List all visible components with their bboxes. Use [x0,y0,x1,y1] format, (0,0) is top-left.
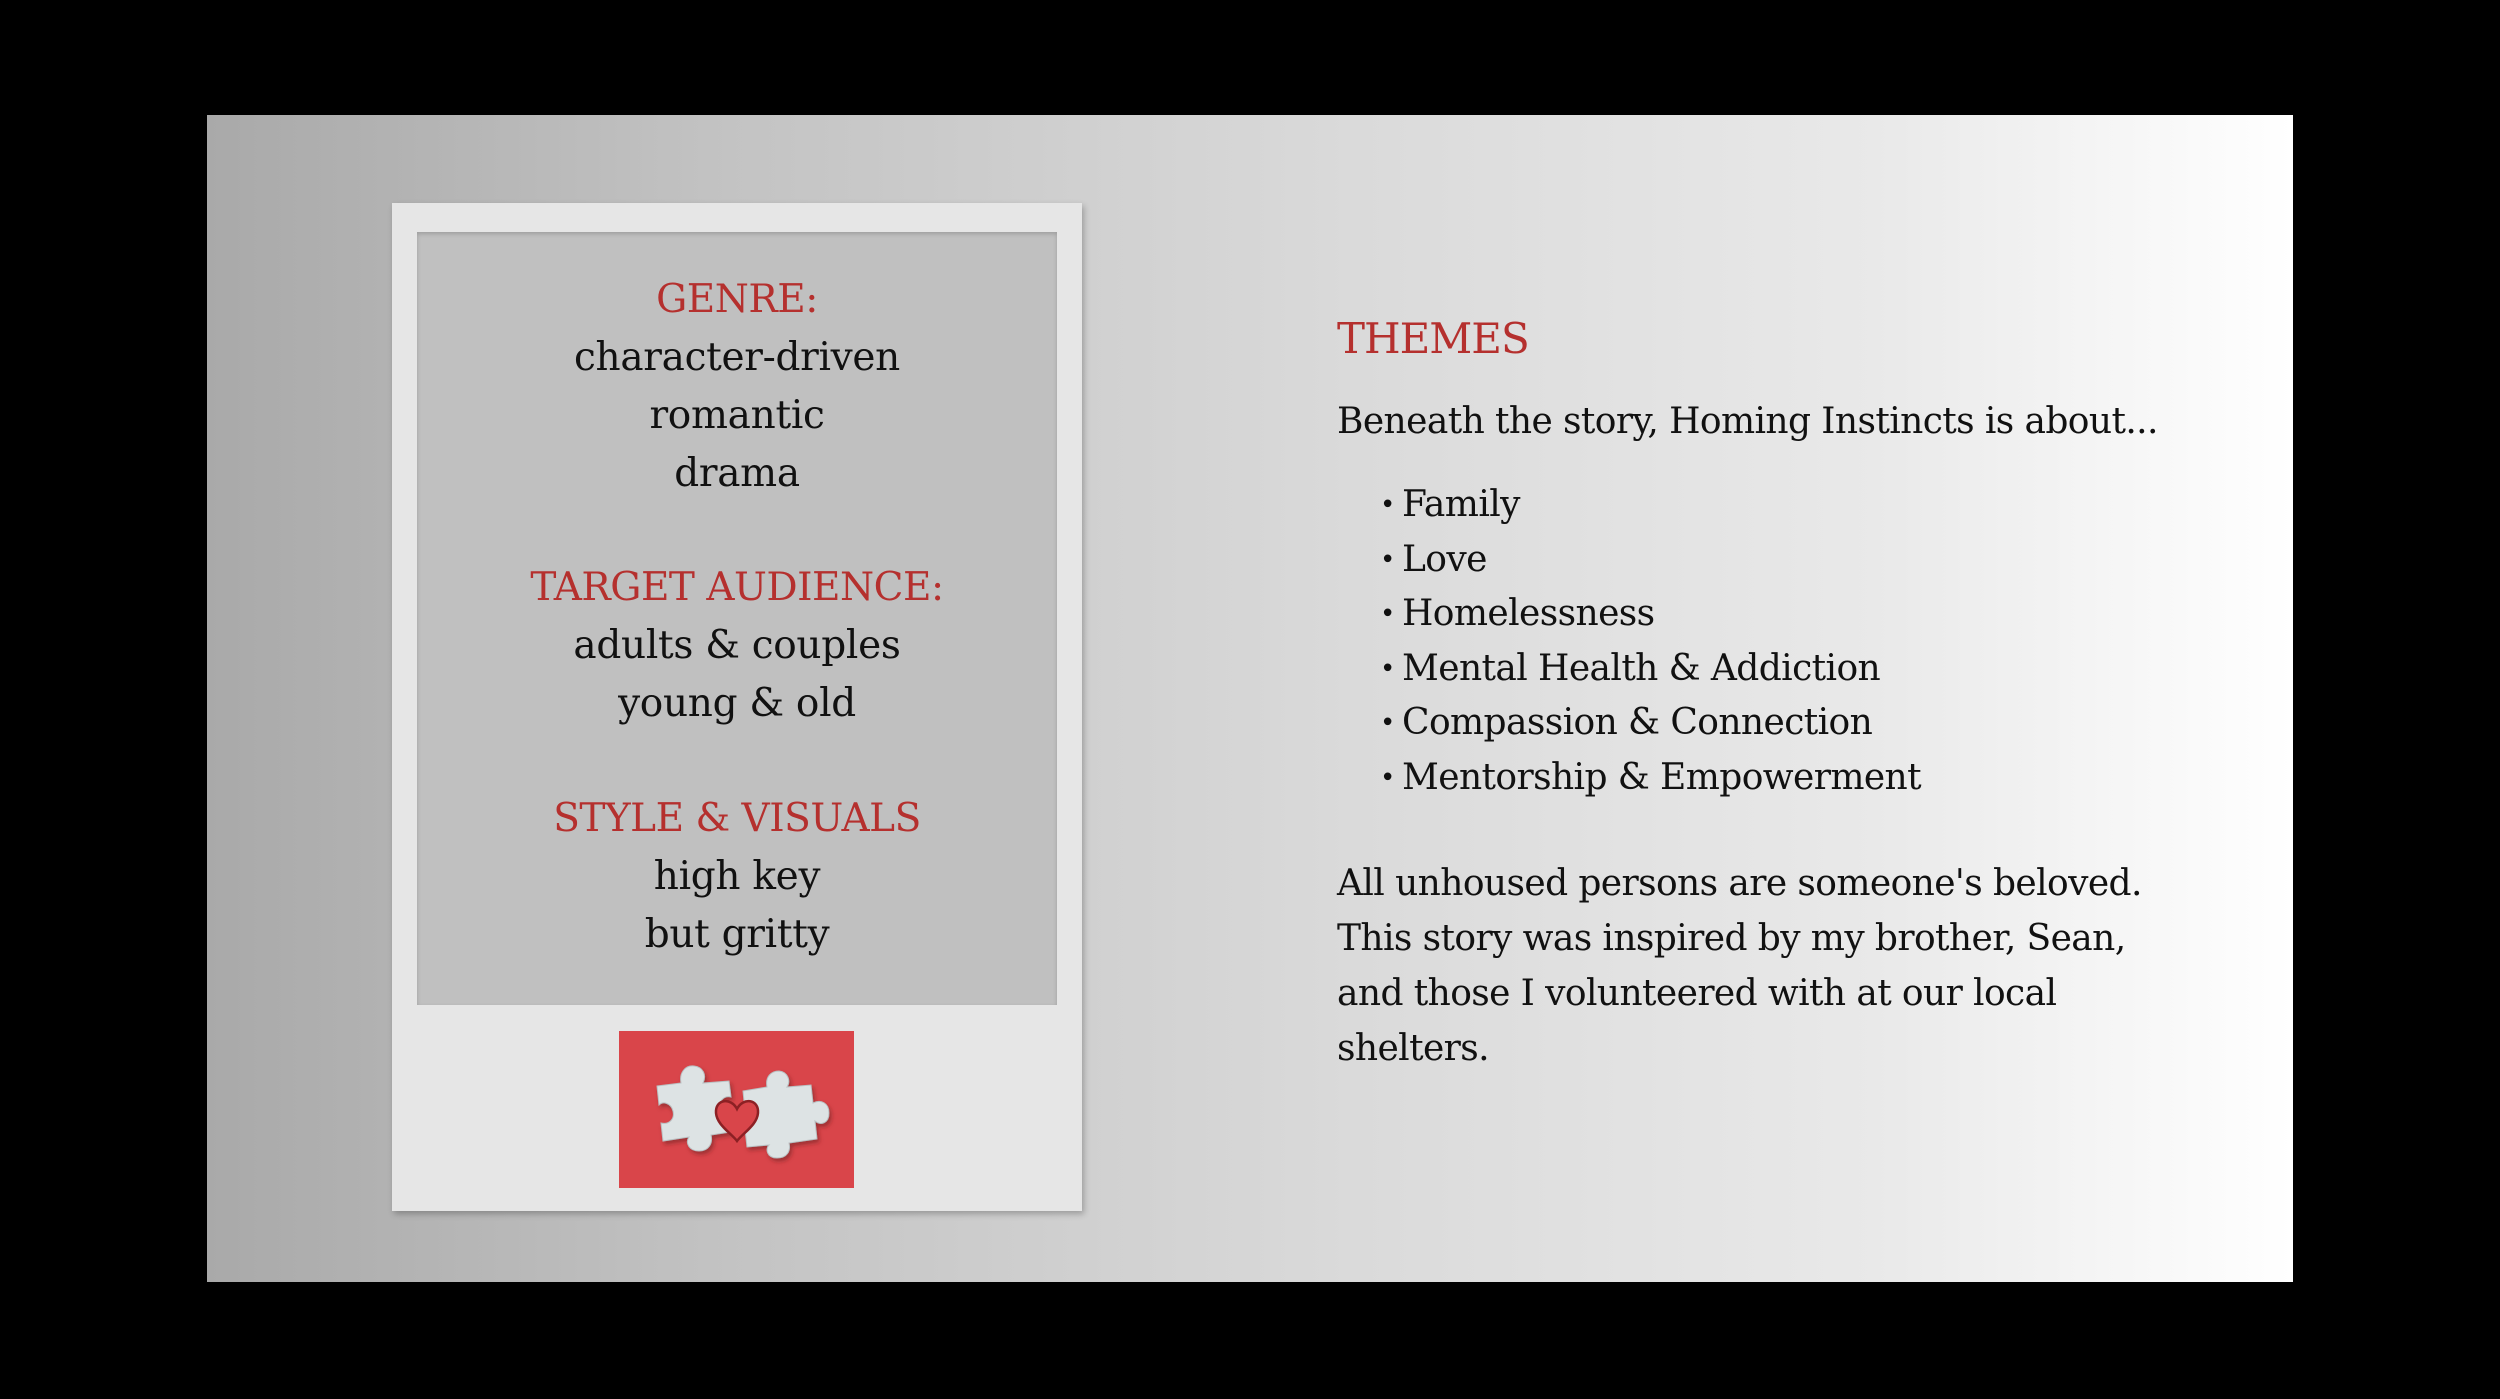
info-card [392,203,1082,1211]
style-visuals-line: high key [653,854,821,899]
genre-heading: GENRE: [656,277,818,322]
closing-line: shelters. [1337,1028,1489,1069]
theme-label: Homelessness [1402,593,1655,634]
genre-line: character-driven [573,335,901,380]
closing-line: All unhoused persons are someone's beloved. [1337,863,2142,904]
list-item [1380,533,1921,588]
theme-label: Mentorship & Empowerment [1402,756,1922,798]
bullet-icon: • [1380,762,1395,793]
list-item [1380,751,1921,806]
genre-line: romantic [649,393,825,438]
genre-line: drama [674,451,800,496]
themes-intro: Beneath the story, Homing Instincts is about... [1337,401,2158,442]
style-visuals-section [417,790,1057,964]
target-audience-line: young & old [618,681,856,726]
closing-line: This story was inspired by my brother, Sean, [1337,918,2126,959]
bullet-icon: • [1380,490,1395,520]
closing-paragraph [1337,856,2142,1076]
bullet-icon: • [1380,708,1395,738]
puzzle-heart-image [619,1031,854,1188]
theme-label: Family [1402,484,1520,525]
theme-label: Love [1402,538,1487,580]
list-item [1380,478,1921,533]
themes-list [1380,478,1921,805]
list-item [1380,696,1921,751]
slide [207,115,2293,1282]
info-card-panel [417,232,1057,1005]
target-audience-heading: TARGET AUDIENCE: [530,565,944,610]
bullet-icon: • [1380,599,1395,629]
closing-line: and those I volunteered with at our local [1337,973,2057,1014]
theme-label: Compassion & Connection [1402,702,1873,743]
puzzle-heart-icon [619,1031,854,1188]
target-audience-line: adults & couples [573,623,901,668]
target-audience-section [417,559,1057,733]
list-item [1380,642,1921,697]
list-item [1380,587,1921,642]
style-visuals-line: but gritty [644,912,830,957]
theme-label: Mental Health & Addiction [1402,647,1881,689]
themes-title: THEMES [1337,314,1529,363]
genre-section [417,271,1057,503]
bullet-icon: • [1380,653,1395,684]
bullet-icon: • [1380,544,1395,575]
style-visuals-heading: STYLE & VISUALS [553,796,921,841]
